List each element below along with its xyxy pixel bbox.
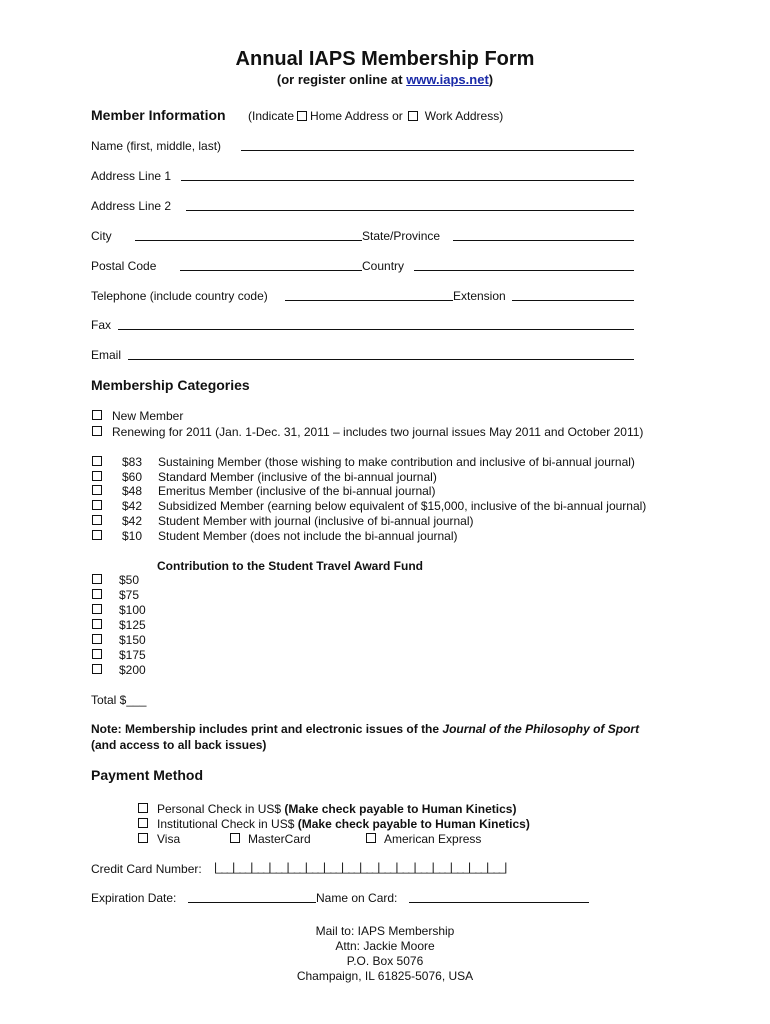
contribution-amount: $150 (119, 633, 146, 647)
payment-heading: Payment Method (91, 767, 204, 783)
mail-line-4: Champaign, IL 61825-5076, USA (296, 969, 474, 983)
journal-title: Journal of the Philosophy of Sport (442, 722, 640, 736)
contribution-amount: $50 (119, 573, 140, 587)
new-member-checkbox[interactable] (92, 410, 102, 420)
contribution-checkbox[interactable] (92, 634, 102, 644)
contribution-amount: $175 (119, 648, 146, 662)
institutional-check-label (157, 817, 530, 831)
state-field[interactable] (453, 240, 634, 241)
contribution-amount: $100 (119, 603, 146, 617)
fax-field[interactable] (118, 329, 634, 330)
address1-field[interactable] (181, 180, 634, 181)
city-field[interactable] (135, 240, 362, 241)
mastercard-label: MasterCard (248, 832, 311, 846)
total-field[interactable]: Total $___ (91, 693, 147, 707)
address1-label: Address Line 1 (91, 169, 172, 183)
page-title: Annual IAPS Membership Form (235, 48, 535, 70)
subtitle-prefix: (or register online at (276, 72, 407, 87)
tier-checkbox[interactable] (92, 530, 102, 540)
extension-field[interactable] (512, 300, 634, 301)
amex-label: American Express (384, 832, 482, 846)
institutional-check-checkbox[interactable] (138, 818, 148, 828)
new-member-label: New Member (112, 409, 184, 423)
tier-price: $42 (122, 499, 143, 513)
expiration-label: Expiration Date: (91, 891, 177, 905)
tier-checkbox[interactable] (92, 456, 102, 466)
tier-price: $60 (122, 470, 143, 484)
tier-price: $42 (122, 514, 143, 528)
postal-field[interactable] (180, 270, 362, 271)
contribution-checkbox[interactable] (92, 664, 102, 674)
name-label: Name (first, middle, last) (91, 139, 222, 153)
personal-check-note: (Make check payable to Human Kinetics) (284, 802, 517, 816)
work-address-checkbox[interactable] (408, 111, 418, 121)
telephone-field[interactable] (285, 300, 453, 301)
name-on-card-label: Name on Card: (316, 891, 398, 905)
home-address-checkbox[interactable] (297, 111, 307, 121)
contribution-heading: Contribution to the Student Travel Award Fund (157, 559, 423, 573)
address2-label: Address Line 2 (91, 199, 172, 213)
personal-check-checkbox[interactable] (138, 803, 148, 813)
expiration-field[interactable] (188, 902, 316, 903)
tier-description: Emeritus Member (inclusive of the bi-annual journal) (158, 484, 436, 498)
mail-line-2: Attn: Jackie Moore (335, 939, 435, 953)
state-label: State/Province (362, 229, 441, 243)
address2-field[interactable] (186, 210, 634, 211)
email-label: Email (91, 348, 122, 362)
cc-number-segments: |___|___|___|___|___|___|___|___|___|___|___|___|___|___|___|___| (214, 860, 507, 874)
contribution-amount: $75 (119, 588, 140, 602)
contribution-checkbox[interactable] (92, 649, 102, 659)
renewing-label: Renewing for 2011 (Jan. 1-Dec. 31, 2011 – includes two journal issues May 2011 and October 2011) (112, 425, 644, 439)
contribution-amount: $200 (119, 663, 146, 677)
categories-heading: Membership Categories (91, 377, 250, 393)
tier-price: $10 (122, 529, 143, 543)
fax-label: Fax (91, 318, 112, 332)
contribution-amount: $125 (119, 618, 146, 632)
indicate-label: (Indicate (248, 109, 295, 123)
tier-description: Sustaining Member (those wishing to make contribution and inclusive of bi-annual journal) (158, 455, 635, 469)
name-on-card-field[interactable] (409, 902, 589, 903)
tier-description: Student Member with journal (inclusive of bi-annual journal) (158, 514, 474, 528)
member-info-heading: Member Information (91, 107, 226, 123)
tier-description: Standard Member (inclusive of the bi-annual journal) (158, 470, 437, 484)
personal-check-text: Personal Check in US$ (157, 802, 285, 816)
extension-label: Extension (453, 289, 506, 303)
tier-checkbox[interactable] (92, 500, 102, 510)
work-address-label: Work Address) (424, 109, 504, 123)
contribution-checkbox[interactable] (92, 619, 102, 629)
personal-check-label (157, 802, 516, 816)
name-field[interactable] (241, 150, 634, 151)
renewing-checkbox[interactable] (92, 426, 102, 436)
note-prefix: Note: Membership includes print and electronic issues of the (91, 722, 443, 736)
cc-number-label: Credit Card Number: (91, 862, 202, 876)
subtitle-suffix: ) (488, 72, 494, 87)
tier-price: $48 (122, 484, 143, 498)
subtitle (0, 72, 770, 88)
home-address-label: Home Address or (310, 109, 403, 123)
country-field[interactable] (414, 270, 634, 271)
tier-checkbox[interactable] (92, 471, 102, 481)
institutional-check-note: (Make check payable to Human Kinetics) (297, 817, 530, 831)
mastercard-checkbox[interactable] (230, 833, 240, 843)
website-link[interactable]: www.iaps.net (406, 72, 489, 87)
address-type-indicator (248, 109, 503, 123)
mail-line-3: P.O. Box 5076 (346, 954, 424, 968)
cc-number-field[interactable] (214, 860, 606, 876)
contribution-checkbox[interactable] (92, 574, 102, 584)
note-line-2: (and access to all back issues) (91, 738, 267, 752)
tier-description: Student Member (does not include the bi-annual journal) (158, 529, 458, 543)
amex-checkbox[interactable] (366, 833, 376, 843)
email-field[interactable] (128, 359, 634, 360)
visa-label: Visa (157, 832, 181, 846)
tier-price: $83 (122, 455, 143, 469)
note-line-1 (91, 722, 639, 736)
country-label: Country (362, 259, 405, 273)
tier-checkbox[interactable] (92, 515, 102, 525)
mail-line-1: Mail to: IAPS Membership (315, 924, 455, 938)
telephone-label: Telephone (include country code) (91, 289, 268, 303)
institutional-check-text: Institutional Check in US$ (157, 817, 298, 831)
tier-description: Subsidized Member (earning below equivalent of $15,000, inclusive of the bi-annual journal) (158, 499, 647, 513)
visa-checkbox[interactable] (138, 833, 148, 843)
contribution-checkbox[interactable] (92, 604, 102, 614)
tier-checkbox[interactable] (92, 485, 102, 495)
city-label: City (91, 229, 112, 243)
postal-label: Postal Code (91, 259, 157, 273)
contribution-checkbox[interactable] (92, 589, 102, 599)
